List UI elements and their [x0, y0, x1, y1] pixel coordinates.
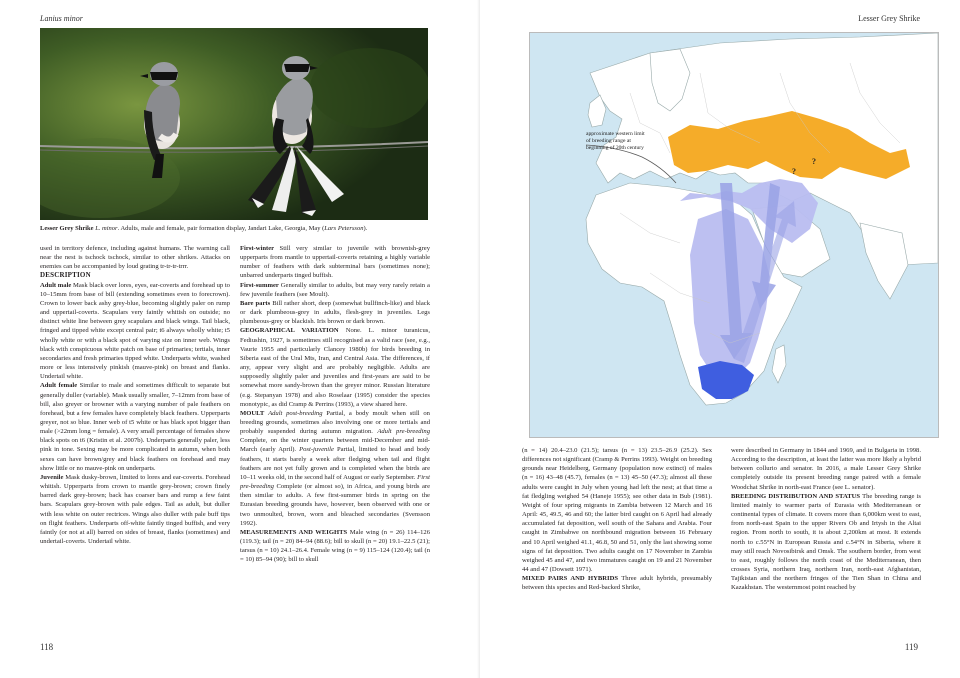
first-summer-text: Generally similar to adults, but may very rarely retain a few juvenile feathers (see Moult).: [240, 281, 430, 298]
moult-heading: MOULT: [240, 409, 265, 417]
map-question-mark-1: ?: [792, 167, 796, 176]
right-column-1: [522, 446, 712, 593]
moult-sub2: Adult pre-breeding: [377, 428, 430, 436]
moult-paragraph: [240, 409, 430, 528]
moult-text4: Complete (or almost so), in Africa, and young birds are then similar to adults. A few first-summer birds in spring on the Eurasian breeding grounds have, however, been observed with one or two unmoulted, brown, worn and bleached secondaries (Svensson 1992).: [240, 483, 430, 527]
distribution-map: [529, 32, 939, 438]
hybrids-paragraph: were described in Germany in 1844 and 1969, and in Bulgaria in 1998. According to the description, at least the latter was more likely a hybrid between collurio and senator. In 2016, a male Lesser Grey Shrike completely outside its present breeding range paired with a female Woodchat Shrike in north-east France (see L. senator).: [731, 447, 921, 491]
moult-text1: Partial, a body moult when still on breeding grounds, sometimes also involving one or more tertials and probably suspended during autumn migration.: [240, 409, 430, 436]
measurements-text: Male wing (n = 26) 114–126 (119.3); tail (n = 20) 84–94 (88.6); bill to skull (n = 20) 19.1–22.5 (21); tarsus (n = 10) 24.1–26.4. Female wing (n = 9) 115–124 (120.4); tail (n = 10) 85–94 (90); bill to skull: [240, 528, 430, 564]
measurements-heading: MEASUREMENTS AND WEIGHTS: [240, 528, 348, 536]
adult-female-text: Similar to male and sometimes difficult to separate but generally duller (variable). Mask usually smaller, 7–12mm from base of bill, also greyer or browner with a varying number of pale feathers on forehead, but a few females have completely black feathers. Upperparts greyer, not so blue. Inner web of t5 white or has black spot bigger than male (>22mm long = female). A very small percentage of females show black spots on t6 (Kristin et al. 2007b). Underparts generally paler, less pink in tone. Sexing may be more complicated in autumn, when both sexes can have brown/grey and black feathers on forehead and may show little or no mauve-pink on underparts.: [40, 382, 230, 472]
breeding-paragraph: [731, 492, 921, 593]
caption-species: Lesser Grey Shrike: [40, 225, 94, 232]
moult-sub1: Adult post-breeding: [268, 409, 323, 417]
juvenile-paragraph: [40, 473, 230, 546]
running-head-right: Lesser Grey Shrike: [858, 14, 920, 23]
page-number-left: 118: [40, 642, 54, 652]
bare-parts-paragraph: [240, 299, 430, 326]
breeding-text: The breeding range is limited mainly to warmer parts of Eurasia with Mediterranean or continental types of climate. It covers more than 6,000km west to east, from north-east Spain to the upper Rivers Ob and Irtysh in the Altai region. From north to south, it is about 2,200km at most. It extends north to c.55°N in European Russia and c.54°N in Siberia, where it may still reach Novosibirsk and Omsk. The southern border, from west to east, roughly follows the north coast of the Mediterranean, then crosses Syria, northern Iraq, northern Iran, north-east Afghanistan, Tajikistan and the northern fringes of the Tien Shan in China and Kazakhstan. The westernmost point reached by: [731, 492, 922, 592]
bare-parts-text: Bill rather short, deep (somewhat bullfinch-like) and black or dark plumbeous-grey in adults, flesh-grey in juveniles. Legs plumbeous-grey or blackish. Iris brown or dark brown.: [240, 299, 431, 326]
mixed-paragraph: [522, 574, 712, 592]
bare-parts-label: Bare parts: [240, 299, 271, 307]
right-page: [480, 0, 960, 678]
weights-paragraph: (n = 14) 20.4–23.0 (21.5); tarsus (n = 13) 23.5–26.9 (25.2). Sex differences not significant (Cramp & Perrins 1993). Weight on breeding grounds near Heidelberg, Germany (population now extinct) of males (n = 16) 43–48 (45.7), females (n = 13) 45–50 (47.3); almost all these adults were caught in July when young had left the nest; at that time a fat fledgling weighed 54 (Haneje 1955); see other data in Bub (1981). Weight of four spring migrants in Zambia between 12 March and 16 April: 45, 49.5, 46 and 60; the latter bird caught on 6 April had already accumulated fat deposition, well south of the Sahara and Arabia. Four caught in Zimbabwe on northbound migration between 16 February and 10 April weighed 41.1, 46.8, 50 and 51, only the last showing some signs of fat deposition. Two adults caught on 17 November in Zambia weighed 45 and 47, and two immatures caught on 19 and 21 November 44 and 47 (Dowsett 1971).: [522, 447, 712, 574]
breeding-heading: BREEDING DISTRIBUTION AND STATUS: [731, 492, 861, 500]
measurements-paragraph: [240, 528, 430, 565]
map-annotation: approximate western limit of breeding range at beginning of 20th century: [586, 131, 645, 151]
caption-credit: Lars Petersson: [324, 225, 364, 232]
mixed-heading: MIXED PAIRS AND HYBRIDS: [522, 575, 618, 583]
running-head-left: Lanius minor: [40, 14, 83, 23]
left-column-2: [240, 244, 430, 564]
adult-male-paragraph: [40, 281, 230, 382]
first-winter-paragraph: [240, 244, 430, 281]
caption-end: ).: [363, 225, 368, 232]
photo-caption: [40, 224, 440, 233]
adult-female-paragraph: [40, 381, 230, 473]
first-summer-label: First-summer: [240, 281, 279, 289]
juvenile-label: Juvenile: [40, 473, 64, 481]
first-summer-paragraph: [240, 281, 430, 299]
moult-text2: Complete, on the winter quarters between mid-December and mid-March (early April).: [240, 437, 430, 454]
moult-sub3: Post-juvenile: [299, 446, 334, 454]
description-heading: DESCRIPTION: [40, 271, 91, 280]
intro-paragraph: used in territory defence, including against humans. The warning call near the nest is tschock tschock, similar to other shrikes. Attacks on enemies can be accompanied by loud grating tr-tr-tr-trrr.: [40, 245, 230, 271]
geo-heading: GEOGRAPHICAL VARIATION: [240, 327, 339, 335]
juvenile-text: Mask dusky-brown, limited to lores and ear-coverts. Forehead whitish. Upperparts from crown to mantle grey-brown; crown finely barred dark grey-brown; back has coarser bars and rump a few faint bars. Scapulars grey-brown with pale edges. Tail as adult, but duller with less white on outer rectrices. Wings also duller with pale buff tips on flight feathers. Underparts off-white faintly tinged buffish, and very faintly (or not at all) barred on sides of breast, flanks (sometimes) and undertail-coverts. Undertail white.: [40, 473, 230, 545]
geo-paragraph: [240, 326, 430, 408]
first-winter-label: First-winter: [240, 245, 275, 252]
adult-male-text: Mask black over lores, eyes, ear-coverts and forehead up to 10–15mm from base of bill (extending sometimes even to forecrown). Crown to lower back ashy grey-blue, becoming slightly paler on rump and uppertail-coverts. Scapulars very faintly whitish on outside; no distinct white line between grey scapulars and black wings. Tail black, fringed and tipped white except central pair; t6 always wholly white; t5 wholly white or with a black spot of varying size on inner web. Wings black with conspicuous white patch on base of primaries; tertials, inner secondaries and fresh primaries tipped white. Underparts white, washed more or less intensively pinkish (mauve-pink) on breast and flanks. Undertail white.: [40, 281, 230, 381]
caption-text: . Adults, male and female, pair formation display, Jandari Lake, Georgia, May (: [117, 225, 325, 232]
caption-scientific: L. minor: [95, 225, 118, 232]
first-winter-text: Still very similar to juvenile with brownish-grey upperparts from mantle to uppertail-coverts retaining a highly variable number of feathers with dark subterminal bars (sometimes none); unbarred underparts tinged buffish.: [240, 245, 430, 280]
shrike-photo: [40, 28, 428, 220]
right-column-2: [731, 446, 921, 593]
page-number-right: 119: [904, 642, 918, 652]
moult-text3: Partial, limited to head and body feathers, it starts barely a week after fledging when tail and flight feathers are not yet fully grown and is completed when the birds are 10–11 weeks old, in the second half of August or early September.: [240, 446, 430, 481]
moult-sub4: First pre-breeding: [240, 473, 430, 491]
adult-male-label: Adult male: [40, 281, 72, 289]
geo-text: None. L. minor turanicus, Fediushin, 1927, is sometimes still recognised as a valid race (see, e.g., Vaurie 1955 and particularly Clancey 1980b) for birds breeding in Siberia east of the Ural Mts, Iran, and Central Asia. The differences, if any, appear very slight and are probably negligible. Adults are supposedly slightly paler and juveniles and first-years are said to be somewhat more sandy-brown than the greyer minor. Russian literature (e.g. Stepanyan 1978) and also Roselaar (1995) consider the species monotypic, as did Cramp & Perrins (1993), a view shared here.: [240, 327, 430, 408]
mixed-text: Three adult hybrids, presumably between this species and Red-backed Shrike,: [522, 575, 713, 592]
map-question-mark-2: ?: [812, 157, 816, 166]
left-column-1: [40, 244, 230, 546]
adult-female-label: Adult female: [40, 382, 78, 390]
